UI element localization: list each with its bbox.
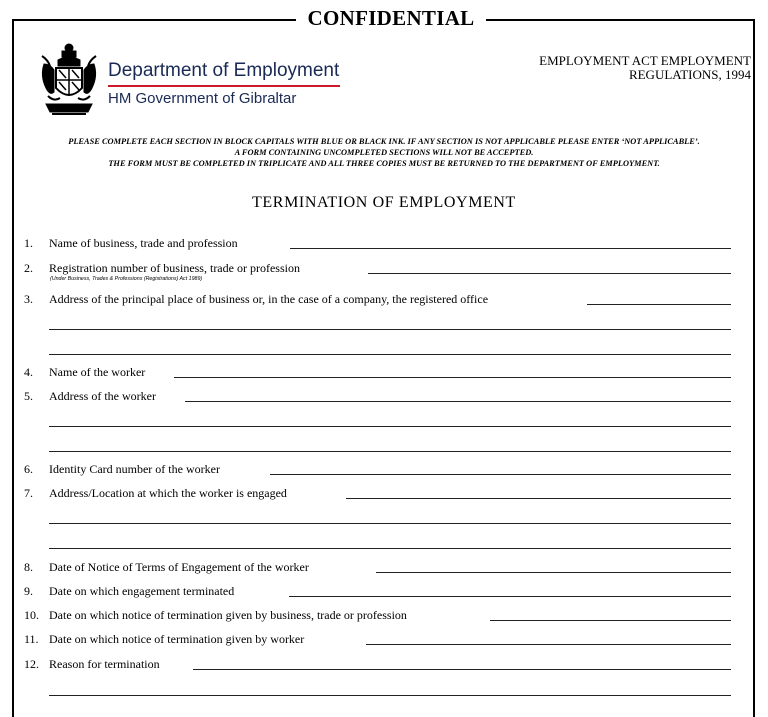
item-number: 2. [24,261,33,275]
item-number: 11. [24,632,39,646]
item-number: 7. [24,486,33,500]
registration-number-field[interactable] [368,273,731,274]
frame-top-right [486,19,755,21]
instructions [16,136,752,169]
department-rule [108,85,340,87]
item-sublabel: (Under Business, Trades & Professions (Registrations) Act 1989) [50,276,203,282]
business-address-line-2[interactable] [49,329,731,330]
item-label: Reason for termination [49,657,160,671]
worker-name-field[interactable] [174,377,731,378]
business-address-line-3[interactable] [49,354,731,355]
instruction-line-1: PLEASE COMPLETE EACH SECTION IN BLOCK CAPITALS WITH BLUE OR BLACK INK. IF ANY SECTION IS NOT APPLICABLE PLEASE ENTER ‘NOT APPLICABLE’. [68,137,700,146]
item-number: 1. [24,236,33,250]
item-number: 8. [24,560,33,574]
act-line-1: EMPLOYMENT ACT EMPLOYMENT [539,53,751,68]
worker-address-field[interactable] [185,401,731,402]
act-reference [539,54,751,82]
instruction-line-3: THE FORM MUST BE COMPLETED IN TRIPLICATE AND ALL THREE COPIES MUST BE RETURNED TO THE DEPARTMENT OF EMPLOYMENT. [108,159,660,168]
item-number: 6. [24,462,33,476]
work-location-line-2[interactable] [49,523,731,524]
item-label: Registration number of business, trade or profession [49,261,300,275]
item-label: Name of business, trade and profession [49,236,238,250]
frame-top-left [12,19,296,21]
frame-right [753,20,755,717]
termination-reason-line-2[interactable] [49,695,731,696]
item-label: Date of Notice of Terms of Engagement of the worker [49,560,309,574]
item-label: Date on which notice of termination given by business, trade or profession [49,608,407,622]
frame-left [12,20,14,717]
business-address-field[interactable] [587,304,731,305]
item-label: Identity Card number of the worker [49,462,220,476]
item-label: Name of the worker [49,365,146,379]
item-number: 5. [24,389,33,403]
item-label: Address of the principal place of business or, in the case of a company, the registered office [49,292,489,306]
worker-notice-date-field[interactable] [366,644,731,645]
instruction-line-2: A FORM CONTAINING UNCOMPLETED SECTIONS WILL NOT BE ACCEPTED. [234,148,534,157]
item-number: 12. [24,657,39,671]
identity-card-field[interactable] [270,474,731,475]
business-name-field[interactable] [290,248,731,249]
work-location-line-3[interactable] [49,548,731,549]
worker-address-line-2[interactable] [49,426,731,427]
item-label: Address of the worker [49,389,156,403]
item-label: Date on which notice of termination given by worker [49,632,305,646]
item-number: 9. [24,584,33,598]
item-number: 3. [24,292,33,306]
item-number: 10. [24,608,39,622]
notice-of-terms-date-field[interactable] [376,572,731,573]
item-number: 4. [24,365,33,379]
termination-date-field[interactable] [289,596,731,597]
form-title: TERMINATION OF EMPLOYMENT [252,194,516,211]
act-line-2: REGULATIONS, 1994 [628,67,751,82]
employer-notice-date-field[interactable] [490,620,731,621]
worker-address-line-3[interactable] [49,451,731,452]
coat-of-arms-icon [38,42,100,122]
item-label: Address/Location at which the worker is engaged [49,486,287,500]
government-name: HM Government of Gibraltar [108,90,297,107]
termination-reason-field[interactable] [193,669,731,670]
item-label: Date on which engagement terminated [49,584,235,598]
work-location-field[interactable] [346,498,731,499]
department-name: Department of Employment [108,60,340,81]
confidential-heading: CONFIDENTIAL [307,6,475,30]
